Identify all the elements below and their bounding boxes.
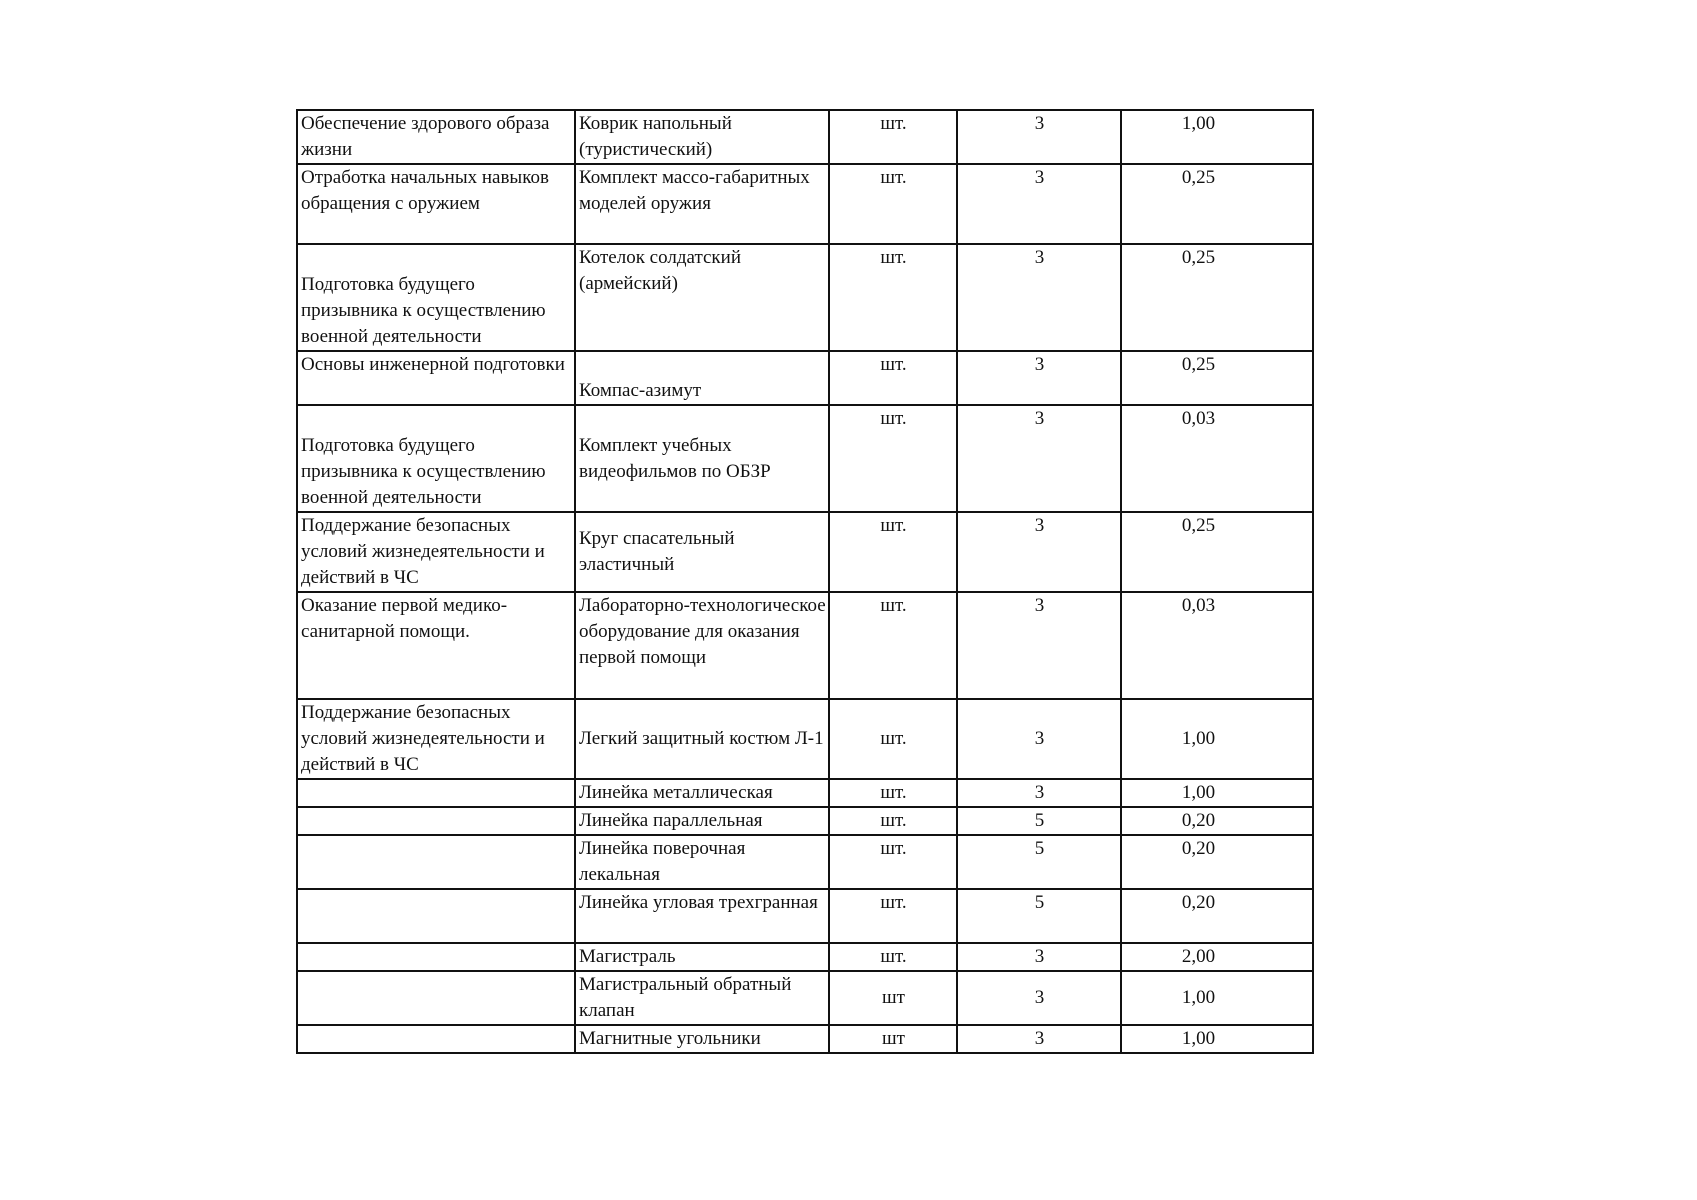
unit-cell: шт. — [829, 244, 957, 351]
unit-cell: шт. — [829, 512, 957, 592]
unit-cell: шт. — [829, 943, 957, 971]
item-cell: Магистраль — [575, 943, 829, 971]
quantity-cell: 3 — [957, 351, 1121, 405]
section-cell: Поддержание безопасных условий жизнедеятельности и действий в ЧС — [297, 512, 575, 592]
unit-cell: шт. — [829, 807, 957, 835]
table-row — [297, 1025, 1313, 1053]
quantity-cell: 3 — [957, 164, 1121, 244]
coefficient-cell: 0,20 — [1121, 889, 1313, 943]
item-cell: Компас-азимут — [575, 351, 829, 405]
item-cell: Легкий защитный костюм Л-1 — [575, 699, 829, 779]
unit-cell: шт. — [829, 405, 957, 512]
unit-cell: шт. — [829, 592, 957, 699]
quantity-cell: 3 — [957, 1025, 1121, 1053]
table-row — [297, 512, 1313, 592]
section-cell — [297, 807, 575, 835]
unit-cell: шт. — [829, 779, 957, 807]
section-cell — [297, 1025, 575, 1053]
unit-cell: шт — [829, 1025, 957, 1053]
table-row — [297, 889, 1313, 943]
quantity-cell: 5 — [957, 835, 1121, 889]
table-row — [297, 164, 1313, 244]
section-cell — [297, 835, 575, 889]
unit-cell: шт. — [829, 889, 957, 943]
equipment-table — [296, 109, 1314, 1054]
table-row — [297, 110, 1313, 164]
coefficient-cell: 0,03 — [1121, 405, 1313, 512]
coefficient-cell: 1,00 — [1121, 971, 1313, 1025]
coefficient-cell: 1,00 — [1121, 779, 1313, 807]
item-cell: Комплект массо-габаритных моделей оружия — [575, 164, 829, 244]
unit-cell: шт — [829, 971, 957, 1025]
table-row — [297, 779, 1313, 807]
item-cell: Магнитные угольники — [575, 1025, 829, 1053]
item-cell: Линейка металлическая — [575, 779, 829, 807]
table-row — [297, 971, 1313, 1025]
item-cell: Линейка параллельная — [575, 807, 829, 835]
section-cell: Основы инженерной подготовки — [297, 351, 575, 405]
quantity-cell: 3 — [957, 512, 1121, 592]
coefficient-cell: 0,25 — [1121, 512, 1313, 592]
table-row — [297, 943, 1313, 971]
item-cell: Круг спасательный эластичный — [575, 512, 829, 592]
coefficient-cell: 0,20 — [1121, 807, 1313, 835]
quantity-cell: 3 — [957, 405, 1121, 512]
section-cell: Оказание первой медико-санитарной помощи. — [297, 592, 575, 699]
section-cell — [297, 943, 575, 971]
item-cell: Коврик напольный (туристический) — [575, 110, 829, 164]
table-row — [297, 699, 1313, 779]
coefficient-cell: 1,00 — [1121, 110, 1313, 164]
item-cell: Линейка поверочная лекальная — [575, 835, 829, 889]
quantity-cell: 5 — [957, 807, 1121, 835]
unit-cell: шт. — [829, 351, 957, 405]
table-row — [297, 592, 1313, 699]
table-row — [297, 244, 1313, 351]
section-cell — [297, 971, 575, 1025]
table-row — [297, 807, 1313, 835]
unit-cell: шт. — [829, 110, 957, 164]
coefficient-cell: 0,03 — [1121, 592, 1313, 699]
coefficient-cell: 1,00 — [1121, 699, 1313, 779]
coefficient-cell: 0,20 — [1121, 835, 1313, 889]
quantity-cell: 3 — [957, 779, 1121, 807]
quantity-cell: 3 — [957, 244, 1121, 351]
coefficient-cell: 0,25 — [1121, 351, 1313, 405]
quantity-cell: 3 — [957, 971, 1121, 1025]
unit-cell: шт. — [829, 164, 957, 244]
coefficient-cell: 0,25 — [1121, 164, 1313, 244]
quantity-cell: 3 — [957, 943, 1121, 971]
section-cell — [297, 889, 575, 943]
section-cell: Подготовка будущего призывника к осуществлению военной деятельности — [297, 405, 575, 512]
section-cell: Отработка начальных навыков обращения с оружием — [297, 164, 575, 244]
table-row — [297, 835, 1313, 889]
coefficient-cell: 2,00 — [1121, 943, 1313, 971]
unit-cell: шт. — [829, 699, 957, 779]
item-cell: Комплект учебных видеофильмов по ОБЗР — [575, 405, 829, 512]
coefficient-cell: 0,25 — [1121, 244, 1313, 351]
section-cell: Подготовка будущего призывника к осуществлению военной деятельности — [297, 244, 575, 351]
item-cell: Магистральный обратный клапан — [575, 971, 829, 1025]
item-cell: Котелок солдатский (армейский) — [575, 244, 829, 351]
section-cell: Обеспечение здорового образа жизни — [297, 110, 575, 164]
quantity-cell: 3 — [957, 592, 1121, 699]
item-cell: Линейка угловая трехгранная — [575, 889, 829, 943]
table-row — [297, 405, 1313, 512]
quantity-cell: 3 — [957, 699, 1121, 779]
item-cell: Лабораторно-технологическое оборудование для оказания первой помощи — [575, 592, 829, 699]
quantity-cell: 3 — [957, 110, 1121, 164]
section-cell — [297, 779, 575, 807]
coefficient-cell: 1,00 — [1121, 1025, 1313, 1053]
unit-cell: шт. — [829, 835, 957, 889]
quantity-cell: 5 — [957, 889, 1121, 943]
section-cell: Поддержание безопасных условий жизнедеятельности и действий в ЧС — [297, 699, 575, 779]
table-row — [297, 351, 1313, 405]
